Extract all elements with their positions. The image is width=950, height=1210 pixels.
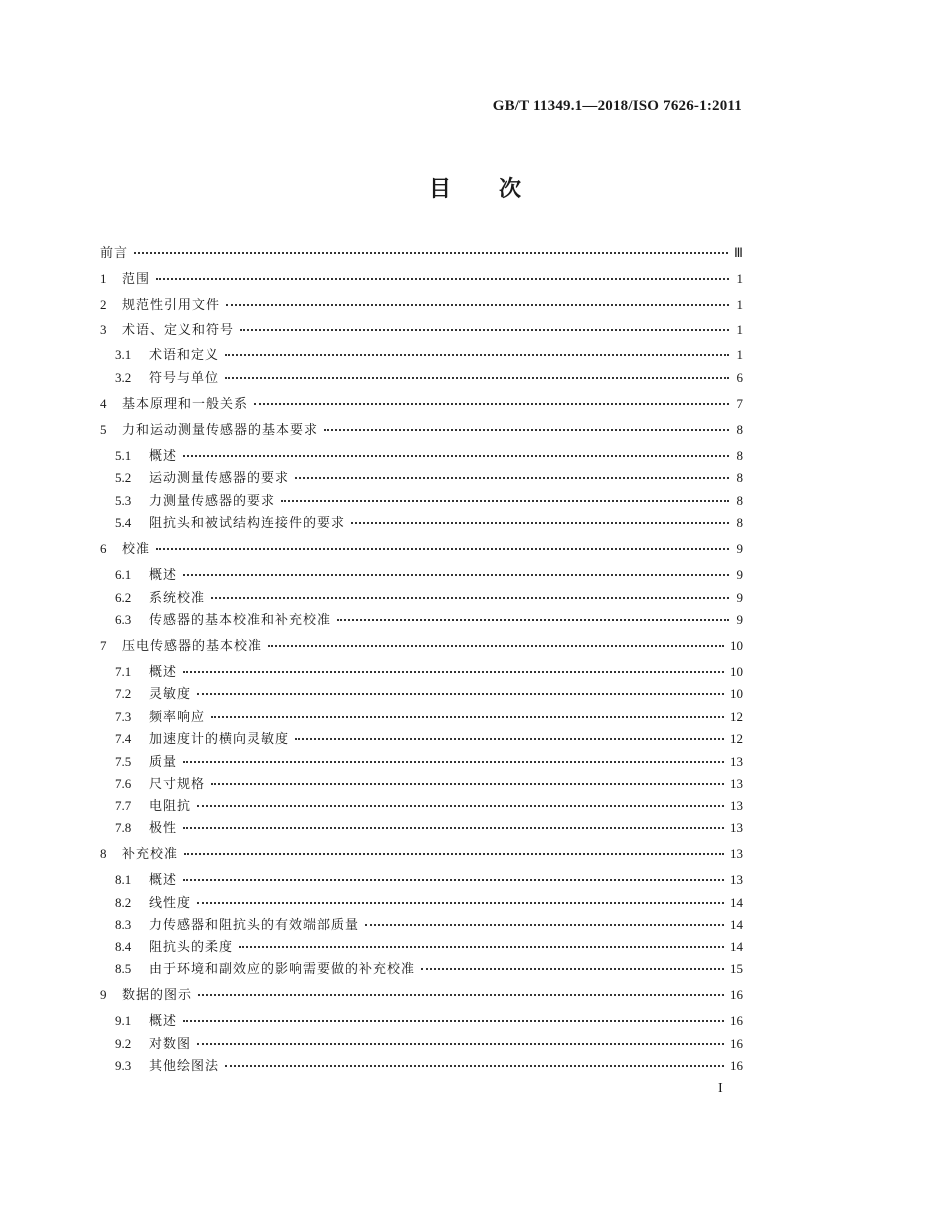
- toc-entry[interactable]: [115, 491, 743, 511]
- toc-entry-page: 16: [730, 1036, 743, 1051]
- toc-entry[interactable]: [115, 729, 743, 749]
- toc-entry-page: 13: [730, 776, 743, 791]
- toc-entry-page: 16: [730, 1058, 743, 1073]
- toc-leader-dots: [337, 618, 729, 621]
- toc-entry-page: 16: [730, 987, 743, 1002]
- toc-entry-number: 7: [100, 638, 107, 653]
- toc-leader-dots: [295, 476, 729, 479]
- toc-leader-dots: [211, 596, 729, 599]
- toc-entry-number: 7.8: [115, 820, 132, 835]
- toc-entry[interactable]: [115, 610, 743, 630]
- toc-entry-label: 力测量传感器的要求: [149, 494, 276, 509]
- toc-leader-dots: [198, 993, 724, 996]
- toc-entry[interactable]: [115, 893, 743, 913]
- toc-entry-number: 5.2: [115, 470, 132, 485]
- toc-leader-dots: [295, 737, 724, 740]
- toc-leader-dots: [225, 1064, 724, 1067]
- toc-entry-label: 灵敏度: [149, 687, 192, 702]
- toc-entry-number: 6: [100, 541, 107, 556]
- toc-leader-dots: [183, 878, 724, 881]
- toc-entry-number: 8: [100, 846, 107, 861]
- toc-entry[interactable]: [115, 1011, 743, 1031]
- toc-leader-dots: [183, 760, 724, 763]
- toc-entry[interactable]: [115, 752, 743, 772]
- toc-leader-dots: [324, 428, 729, 431]
- standard-number: GB/T 11349.1—2018/ISO 7626-1:2011: [492, 98, 742, 114]
- toc-entry[interactable]: [100, 269, 743, 289]
- toc-entry-label: 由于环境和副效应的影响需要做的补充校准: [149, 962, 416, 977]
- toc-entry-number: 7.2: [115, 686, 132, 701]
- toc-leader-dots: [240, 328, 729, 331]
- toc-leader-dots: [281, 499, 729, 502]
- toc-leader-dots: [365, 923, 724, 926]
- title-char-left: 目: [428, 177, 451, 202]
- toc-leader-dots: [225, 353, 729, 356]
- toc-leader-dots: [183, 1019, 724, 1022]
- toc-entry-page: 13: [730, 846, 743, 861]
- toc-entry-label: 术语和定义: [149, 348, 220, 363]
- toc-leader-dots: [156, 547, 729, 550]
- toc-entry-number: 2: [100, 297, 107, 312]
- toc-entry-number: 6.3: [115, 612, 132, 627]
- toc-leader-dots: [183, 454, 729, 457]
- toc-entry-label: 力和运动测量传感器的基本要求: [122, 423, 319, 438]
- toc-leader-dots: [225, 376, 729, 379]
- toc-leader-dots: [254, 402, 729, 405]
- toc-entry-label: 概述: [149, 873, 178, 888]
- toc-entry[interactable]: [115, 915, 743, 935]
- toc-entry-page: 12: [730, 731, 743, 746]
- toc-entry-page: 8: [736, 515, 743, 530]
- toc-entry-page: 8: [736, 470, 743, 485]
- toc-entry-page: 13: [730, 872, 743, 887]
- toc-entry[interactable]: [100, 539, 743, 559]
- title-char-right: 次: [499, 177, 522, 202]
- toc-entry-page: 6: [736, 370, 743, 385]
- toc-entry-label: 质量: [149, 755, 178, 770]
- toc-entry-label: 概述: [149, 449, 178, 464]
- toc-entry-page: 9: [736, 612, 743, 627]
- toc-entry-page: 9: [736, 590, 743, 605]
- toc-entry-label: 补充校准: [122, 847, 179, 862]
- toc-entry-label: 运动测量传感器的要求: [149, 471, 290, 486]
- toc-entry-label: 数据的图示: [122, 988, 193, 1003]
- toc-entry-page: 1: [736, 347, 743, 362]
- toc-leader-dots: [197, 804, 724, 807]
- toc-entry-number: 9.2: [115, 1036, 132, 1051]
- toc-entry-label: 术语、定义和符号: [122, 323, 235, 338]
- toc-entry-label: 规范性引用文件: [122, 298, 221, 313]
- toc-entry-label: 对数图: [149, 1037, 192, 1052]
- toc-entry-number: 8.3: [115, 917, 132, 932]
- toc-entry[interactable]: [100, 985, 743, 1005]
- toc-entry-number: 7.5: [115, 754, 132, 769]
- toc-entry-label: 概述: [149, 1014, 178, 1029]
- toc-entry-page: 14: [730, 895, 743, 910]
- toc-entry-label: 符号与单位: [149, 371, 220, 386]
- toc-entry-number: 6.1: [115, 567, 132, 582]
- toc-entry-number: 9: [100, 987, 107, 1002]
- toc-entry[interactable]: [115, 1034, 743, 1054]
- page-number: I: [718, 1081, 723, 1096]
- toc-leader-dots: [351, 521, 729, 524]
- toc-entry[interactable]: [100, 420, 743, 440]
- toc-entry[interactable]: [115, 588, 743, 608]
- toc-entry[interactable]: [115, 565, 743, 585]
- toc-leader-dots: [211, 782, 724, 785]
- toc-leader-dots: [134, 251, 728, 254]
- toc-entry[interactable]: [115, 368, 743, 388]
- toc-entry[interactable]: [115, 662, 743, 682]
- toc-entry-number: 7.7: [115, 798, 132, 813]
- toc-entry[interactable]: [115, 870, 743, 890]
- toc-entry-page: 8: [736, 448, 743, 463]
- toc-entry-page: 8: [736, 493, 743, 508]
- toc-entry-page: 13: [730, 754, 743, 769]
- toc-entry[interactable]: [115, 684, 743, 704]
- toc-entry-number: 8.2: [115, 895, 132, 910]
- toc-entry[interactable]: [115, 707, 743, 727]
- toc-entry[interactable]: [115, 818, 743, 838]
- toc-entry-label: 概述: [149, 665, 178, 680]
- toc-entry-number: 7.6: [115, 776, 132, 791]
- toc-entry-page: 8: [736, 422, 743, 437]
- toc-entry-page: 14: [730, 917, 743, 932]
- toc-entry[interactable]: [115, 959, 743, 979]
- toc-entry-label: 概述: [149, 568, 178, 583]
- toc-entry-label: 基本原理和一般关系: [122, 397, 249, 412]
- toc-entry-label: 阻抗头和被试结构连接件的要求: [149, 516, 346, 531]
- toc-entry-number: 3.2: [115, 370, 132, 385]
- toc-leader-dots: [197, 901, 724, 904]
- toc-entry-page: Ⅲ: [734, 245, 743, 260]
- toc-entry[interactable]: [100, 295, 743, 315]
- toc-leader-dots: [197, 692, 724, 695]
- toc-entry[interactable]: [115, 1056, 743, 1076]
- toc-entry-page: 13: [730, 798, 743, 813]
- toc-entry-number: 5: [100, 422, 107, 437]
- toc-entry-number: 5.1: [115, 448, 132, 463]
- toc-entry[interactable]: [115, 345, 743, 365]
- toc-entry-number: 5.3: [115, 493, 132, 508]
- toc-entry-number: 6.2: [115, 590, 132, 605]
- toc-entry[interactable]: [115, 513, 743, 533]
- toc-entry[interactable]: [115, 796, 743, 816]
- toc-entry[interactable]: [115, 446, 743, 466]
- toc-entry[interactable]: [115, 774, 743, 794]
- toc-entry[interactable]: [100, 636, 743, 656]
- toc-entry-label: 加速度计的横向灵敏度: [149, 732, 290, 747]
- toc-entry-page: 7: [736, 396, 743, 411]
- toc-entry-label: 范围: [122, 272, 151, 287]
- toc-entry-number: 1: [100, 271, 107, 286]
- toc-entry-label: 电阻抗: [149, 799, 192, 814]
- toc-leader-dots: [226, 303, 729, 306]
- toc-leader-dots: [183, 826, 724, 829]
- toc-leader-dots: [156, 277, 729, 280]
- toc-entry[interactable]: [100, 844, 743, 864]
- toc-entry-label: 压电传感器的基本校准: [122, 639, 263, 654]
- toc-entry-number: 8.5: [115, 961, 132, 976]
- toc-entry-number: 7.4: [115, 731, 132, 746]
- toc-entry-label: 传感器的基本校准和补充校准: [149, 613, 332, 628]
- toc-entry[interactable]: [115, 937, 743, 957]
- toc-entry-number: 7.3: [115, 709, 132, 724]
- toc-entry-number: 7.1: [115, 664, 132, 679]
- toc-entry-label: 前言: [100, 246, 129, 261]
- toc-entry-page: 12: [730, 709, 743, 724]
- toc-entry-label: 尺寸规格: [149, 777, 206, 792]
- toc-leader-dots: [183, 670, 724, 673]
- toc-entry-number: 9.1: [115, 1013, 132, 1028]
- toc-entry-page: 1: [736, 271, 743, 286]
- toc-entry-number: 3: [100, 322, 107, 337]
- toc-entry-number: 9.3: [115, 1058, 132, 1073]
- toc-entry-label: 力传感器和阻抗头的有效端部质量: [149, 918, 360, 933]
- toc-entry[interactable]: [100, 243, 743, 263]
- toc-entry-page: 14: [730, 939, 743, 954]
- toc-entry[interactable]: [100, 320, 743, 340]
- toc-entry-number: 4: [100, 396, 107, 411]
- toc-entry-page: 1: [736, 297, 743, 312]
- toc-entry[interactable]: [115, 468, 743, 488]
- toc-entry-page: 16: [730, 1013, 743, 1028]
- toc-leader-dots: [197, 1042, 724, 1045]
- toc-entry-page: 13: [730, 820, 743, 835]
- toc-entry-number: 8.4: [115, 939, 132, 954]
- toc-entry-number: 3.1: [115, 347, 132, 362]
- toc-entry-page: 10: [730, 686, 743, 701]
- toc-leader-dots: [421, 967, 724, 970]
- toc-entry-number: 8.1: [115, 872, 132, 887]
- toc-entry[interactable]: [100, 394, 743, 414]
- toc-leader-dots: [211, 715, 724, 718]
- toc-entry-page: 10: [730, 638, 743, 653]
- toc-entry-page: 10: [730, 664, 743, 679]
- toc-entry-page: 9: [736, 541, 743, 556]
- page-title: [0, 172, 950, 203]
- toc-entry-page: 1: [736, 322, 743, 337]
- toc-leader-dots: [268, 644, 724, 647]
- toc-entry-label: 系统校准: [149, 591, 206, 606]
- toc-entry-label: 极性: [149, 821, 178, 836]
- toc-entry-label: 校准: [122, 542, 151, 557]
- toc-entry-label: 线性度: [149, 896, 192, 911]
- toc-entry-label: 阻抗头的柔度: [149, 940, 234, 955]
- toc-entry-page: 9: [736, 567, 743, 582]
- toc-leader-dots: [184, 852, 724, 855]
- toc-leader-dots: [183, 573, 729, 576]
- toc-leader-dots: [239, 945, 724, 948]
- toc-entry-label: 频率响应: [149, 710, 206, 725]
- toc-entry-number: 5.4: [115, 515, 132, 530]
- toc-entry-page: 15: [730, 961, 743, 976]
- toc-entry-label: 其他绘图法: [149, 1059, 220, 1074]
